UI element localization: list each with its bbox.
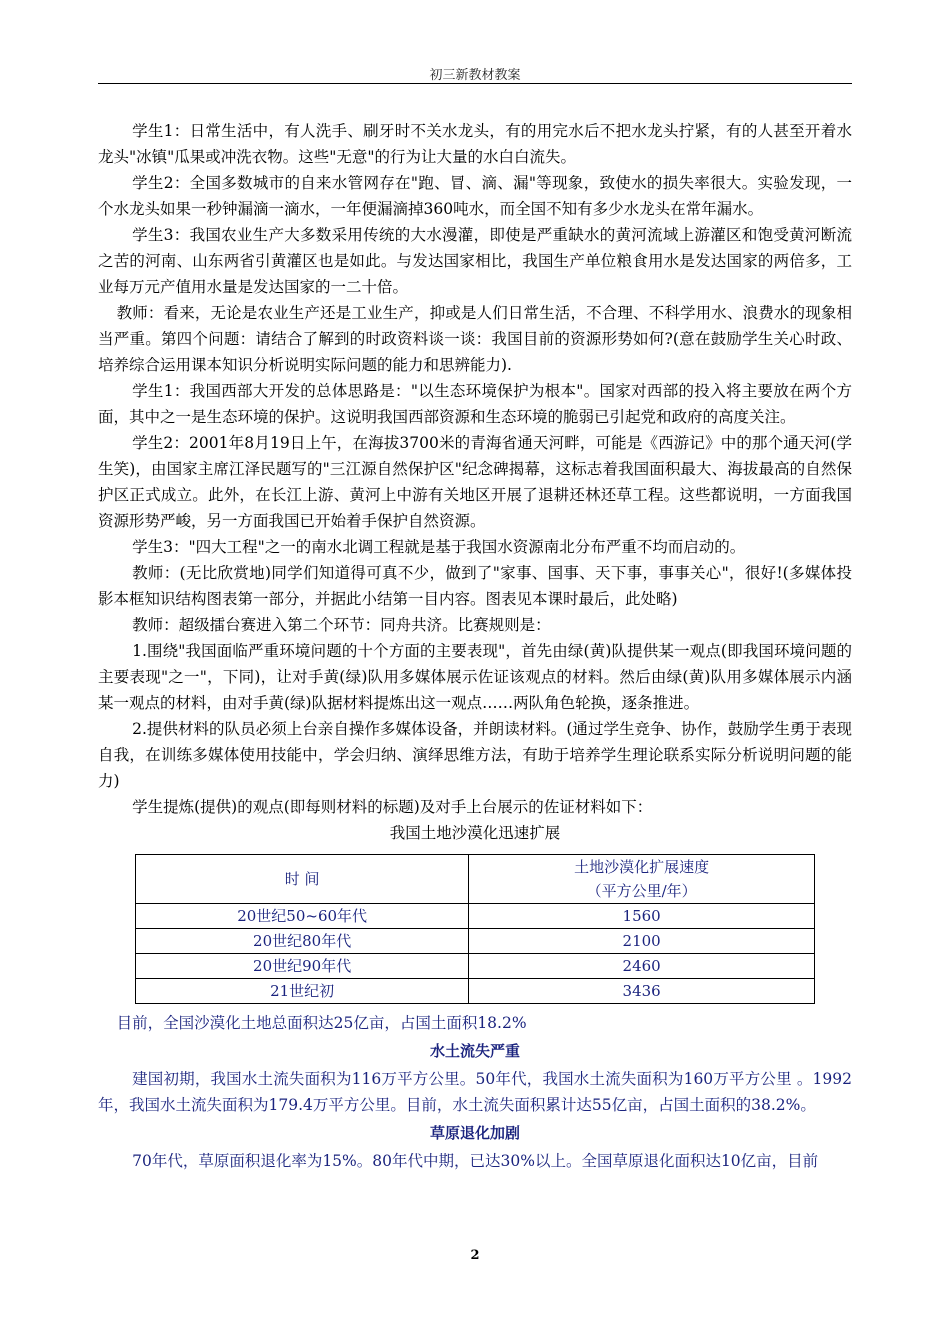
- cell-value: 3436: [469, 979, 815, 1004]
- paragraph: 学生1：我国西部大开发的总体思路是："以生态环境保护为根本"。国家对西部的投入将主要放在两个方面，其中之一是生态环境的保护。这说明我国西部资源和生态环境的脆弱已引起党和政府的高度关注。: [98, 382, 852, 426]
- page-header: 初三新教材教案: [429, 68, 521, 83]
- table-row: [136, 929, 815, 954]
- document-body: [98, 118, 852, 1174]
- cell-value: 2100: [469, 929, 815, 954]
- paragraph: 学生3："四大工程"之一的南水北调工程就是基于我国水资源南北分布严重不均而启动的。: [132, 538, 746, 556]
- desert-note: 目前，全国沙漠化土地总面积达25亿亩，占国土面积18.2%: [116, 1014, 527, 1032]
- paragraph: 学生1：日常生活中，有人洗手、刷牙时不关水龙头，有的用完水后不把水龙头拧紧，有的人甚至开着水龙头"冰镇"瓜果或冲洗衣物。这些"无意"的行为让大量的水白白流失。: [98, 122, 852, 166]
- paragraph: 学生2：2001年8月19日上午，在海拔3700米的青海省通天河畔，可能是《西游记》中的那个通天河(学生笑)，由国家主席江泽民题写的"三江源自然保护区"纪念碑揭幕，这标志着我国面积最大、海拔最高的自然保护区正式成立。此外，在长江上游、黄河上中游有关地区开展了退耕还林还草工程。这些都说明，一方面我国资源形势严峻，另一方面我国已开始着手保护自然资源。: [98, 434, 852, 530]
- cell-period: 21世纪初: [136, 979, 469, 1004]
- table-row: [136, 954, 815, 979]
- section-text-grass: 70年代，草原面积退化率为15%。80年代中期，已达30%以上。全国草原退化面积达10亿亩，目前: [132, 1152, 819, 1170]
- table-caption: 我国土地沙漠化迅速扩展: [389, 824, 561, 842]
- header-time: 时 间: [136, 855, 469, 904]
- header-speed-line2: （平方公里/年）: [586, 882, 697, 900]
- desertification-table: [135, 854, 815, 1004]
- header-speed: [469, 855, 815, 904]
- cell-value: 1560: [469, 904, 815, 929]
- cell-period: 20世纪80年代: [136, 929, 469, 954]
- paragraph: 学生提炼(提供)的观点(即每则材料的标题)及对手上台展示的佐证材料如下：: [132, 798, 653, 816]
- table-row: [136, 979, 815, 1004]
- page-number: 2: [470, 1248, 480, 1263]
- section-title-soil: 水土流失严重: [429, 1042, 520, 1060]
- paragraph: 学生3：我国农业生产大多数采用传统的大水漫灌，即使是严重缺水的黄河流域上游灌区和饱受黄河断流之苦的河南、山东两省引黄灌区也是如此。与发达国家相比，我国生产单位粮食用水是发达国家的两倍多，工业每万元产值用水量是发达国家的一二十倍。: [98, 226, 852, 296]
- paragraph: 教师：(无比欣赏地)同学们知道得可真不少，做到了"家事、国事、天下事，事事关心"，很好!(多媒体投影本框知识结构图表第一部分，并据此小结第一目内容。图表见本课时最后，此处略): [98, 564, 852, 608]
- cell-period: 20世纪90年代: [136, 954, 469, 979]
- header-speed-line1: 土地沙漠化扩展速度: [574, 858, 710, 876]
- table-row: [136, 904, 815, 929]
- section-title-grass: 草原退化加剧: [429, 1124, 520, 1142]
- cell-period: 20世纪50~60年代: [136, 904, 469, 929]
- cell-value: 2460: [469, 954, 815, 979]
- paragraph: 2.提供材料的队员必须上台亲自操作多媒体设备，并朗读材料。(通过学生竞争、协作，鼓励学生勇于表现自我，在训练多媒体使用技能中，学会归纳、演绎思维方法，有助于培养学生理论联系实际分析说明问题的能力): [98, 720, 852, 790]
- paragraph: 教师：超级擂台赛进入第二个环节：同舟共济。比赛规则是：: [132, 616, 551, 634]
- table-header-row: [136, 855, 815, 904]
- section-text-soil: 建国初期，我国水土流失面积为116万平方公里。50年代，我国水土流失面积为160万平方公里 。1992年，我国水土流失面积为179.4万平方公里。目前，水土流失面积累计达55亿亩，占国土面积的38.2%。: [98, 1070, 852, 1114]
- paragraph: 1.围绕"我国面临严重环境问题的十个方面的主要表现"，首先由绿(黄)队提供某一观点(即我国环境问题的主要表现"之一"，下同)，让对手黄(绿)队用多媒体展示佐证该观点的材料。然后由绿(黄)队用多媒体展示内涵某一观点的材料，由对手黄(绿)队据材料提炼出这一观点……两队角色轮换，逐条推进。: [98, 642, 852, 712]
- header-rule: [98, 83, 852, 84]
- teacher-paragraph: 教师：看来，无论是农业生产还是工业生产，抑或是人们日常生活，不合理、不科学用水、浪费水的现象相当严重。第四个问题：请结合了解到的时政资料谈一谈：我国目前的资源形势如何?(意在鼓励学生关心时政、培养综合运用课本知识分析说明实际问题的能力和思辨能力).: [98, 304, 852, 374]
- paragraph: 学生2：全国多数城市的自来水管网存在"跑、冒、滴、漏"等现象，致使水的损失率很大。实验发现，一个水龙头如果一秒钟漏滴一滴水，一年便漏滴掉360吨水，而全国不知有多少水龙头在常年漏水。: [98, 174, 852, 218]
